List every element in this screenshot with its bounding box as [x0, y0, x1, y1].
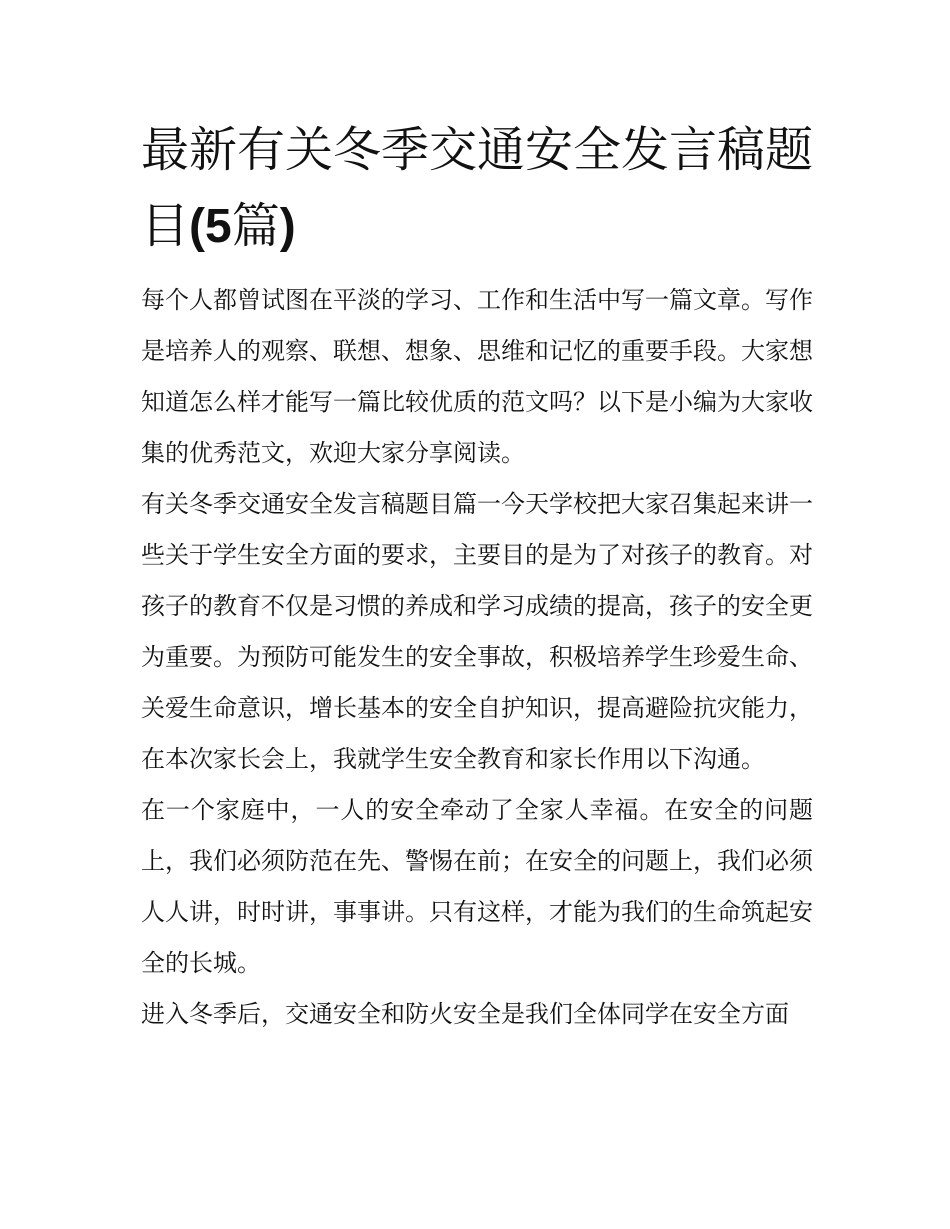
title-count-close: ) [279, 200, 296, 253]
paragraph-section-one: 有关冬季交通安全发言稿题目篇一今天学校把大家召集起来讲一些关于学生安全方面的要求，主要目的是为了对孩子的教育。对孩子的教育不仅是习惯的养成和学习成绩的提高，孩子的安全更为重要。为预防可能发生的安全事故，积极培养学生珍爱生命、关爱生命意识，增长基本的安全自护知识，提高避险抗灾能力，在本次家长会上，我就学生安全教育和家长作用以下沟通。 [141, 490, 813, 773]
title-count-open: (5 [189, 200, 232, 253]
paragraph-intro: 每个人都曾试图在平淡的学习、工作和生活中写一篇文章。写作是培养人的观察、联想、想象、思维和记忆的重要手段。大家想知道怎么样才能写一篇比较优质的范文吗？以下是小编为大家收集的优秀范文，欢迎大家分享阅读。 [141, 286, 813, 467]
document-body [141, 112, 813, 1040]
document-title [141, 112, 813, 265]
paragraph-family-safety: 在一个家庭中，一人的安全牵动了全家人幸福。在安全的问题上，我们必须防范在先、警惕在前；在安全的问题上，我们必须人人讲，时时讲，事事讲。只有这样，才能为我们的生命筑起安全的长城。 [141, 796, 813, 977]
title-count-unit: 篇 [231, 198, 280, 254]
title-text: 最新有关冬季交通安全发言稿题目 [141, 122, 814, 254]
paragraph-winter-safety: 进入冬季后，交通安全和防火安全是我们全体同学在安全方面 [141, 1000, 789, 1028]
